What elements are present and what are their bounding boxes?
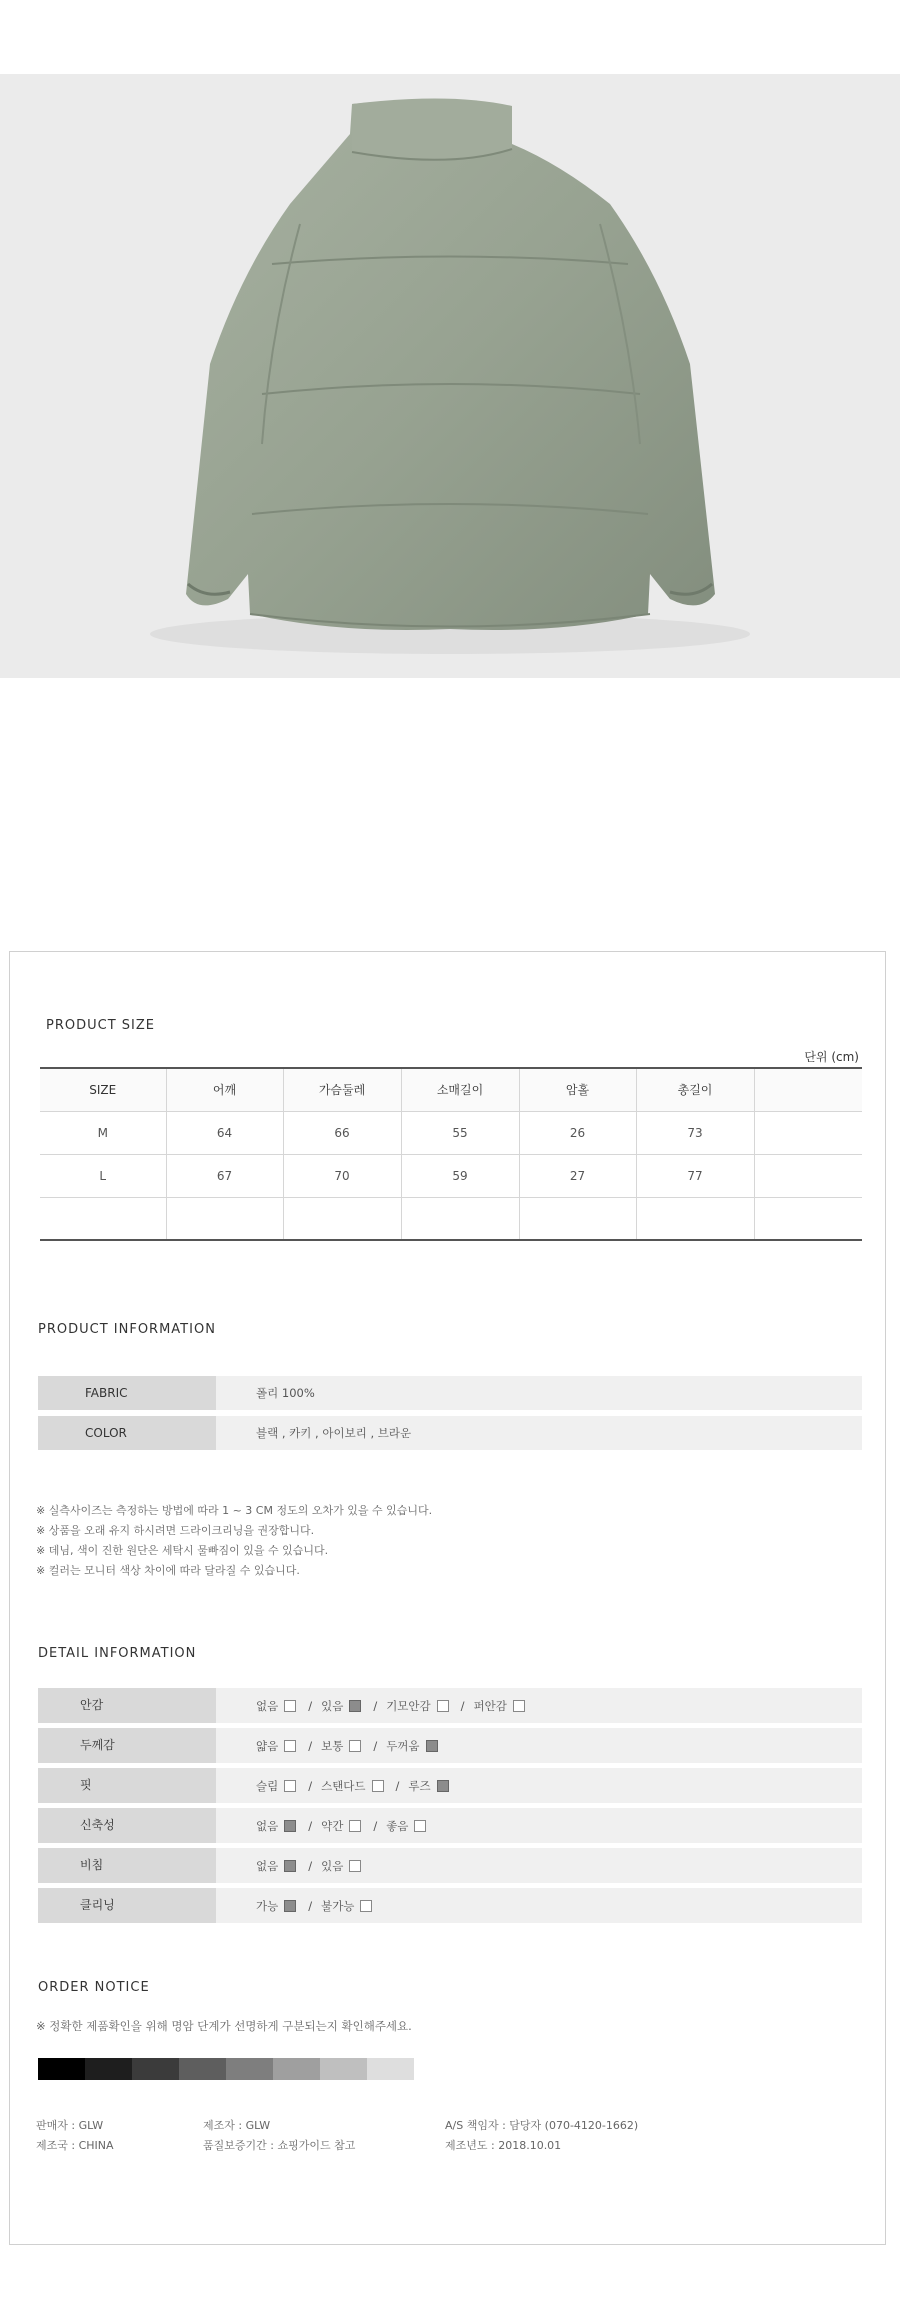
size-cell: 59 xyxy=(401,1154,519,1197)
info-label: COLOR xyxy=(38,1416,216,1450)
detail-option xyxy=(321,1738,361,1754)
size-cell xyxy=(754,1197,862,1240)
detail-option xyxy=(256,1738,296,1754)
size-header-cell: 어깨 xyxy=(166,1068,283,1111)
detail-option xyxy=(408,1778,448,1794)
detail-options xyxy=(256,1768,449,1803)
option-separator: / xyxy=(308,1818,313,1833)
size-cell: 67 xyxy=(166,1154,283,1197)
detail-label: 비침 xyxy=(38,1848,216,1883)
size-header-cell: 소매길이 xyxy=(401,1068,519,1111)
shade-swatch xyxy=(226,2058,273,2080)
size-header-cell: SIZE xyxy=(40,1068,166,1111)
note-line: ※ 실측사이즈는 측정하는 방법에 따라 1 ~ 3 CM 정도의 오차가 있을 수 있습니다. xyxy=(36,1504,433,1517)
product-photo xyxy=(0,74,900,678)
detail-option xyxy=(386,1738,437,1754)
option-separator: / xyxy=(373,1818,378,1833)
detail-option xyxy=(256,1698,296,1714)
care-notes xyxy=(36,1501,432,1581)
detail-option xyxy=(474,1698,525,1714)
option-separator: / xyxy=(308,1698,313,1713)
info-row-color xyxy=(38,1416,862,1450)
detail-options xyxy=(256,1848,361,1883)
shade-swatch xyxy=(179,2058,226,2080)
unchecked-box-icon xyxy=(372,1780,384,1792)
option-separator: / xyxy=(395,1778,400,1793)
size-cell: L xyxy=(40,1154,166,1197)
checked-box-icon xyxy=(426,1740,438,1752)
unchecked-box-icon xyxy=(349,1860,361,1872)
detail-option xyxy=(256,1778,296,1794)
size-cell xyxy=(754,1111,862,1154)
option-label: 없음 xyxy=(256,1818,279,1833)
option-label: 두꺼움 xyxy=(386,1738,420,1753)
option-separator: / xyxy=(373,1698,378,1713)
table-row xyxy=(40,1197,862,1240)
shade-swatches xyxy=(38,2058,414,2080)
option-label: 퍼안감 xyxy=(473,1698,507,1713)
size-cell: M xyxy=(40,1111,166,1154)
size-header-cell xyxy=(754,1068,862,1111)
size-cell xyxy=(283,1197,401,1240)
size-cell: 70 xyxy=(283,1154,401,1197)
detail-option xyxy=(321,1898,372,1914)
as-contact-text: A/S 책임자 : 담당자 (070-4120-1662) xyxy=(445,2119,639,2132)
size-table xyxy=(40,1067,862,1241)
detail-label: 두께감 xyxy=(38,1728,216,1763)
shade-swatch xyxy=(38,2058,85,2080)
detail-label: 안감 xyxy=(38,1688,216,1723)
note-line: ※ 상품을 오래 유지 하시려면 드라이크리닝을 권장합니다. xyxy=(36,1524,315,1537)
detail-label: 클리닝 xyxy=(38,1888,216,1923)
unchecked-box-icon xyxy=(284,1700,296,1712)
product-info-box xyxy=(9,951,886,2245)
detail-information-title: DETAIL INFORMATION xyxy=(38,1646,197,1661)
unchecked-box-icon xyxy=(513,1700,525,1712)
detail-row xyxy=(38,1808,862,1843)
unchecked-box-icon xyxy=(349,1740,361,1752)
size-cell: 27 xyxy=(519,1154,636,1197)
size-cell: 73 xyxy=(636,1111,754,1154)
option-separator: / xyxy=(308,1778,313,1793)
unchecked-box-icon xyxy=(360,1900,372,1912)
order-notice-text: ※ 정확한 제품확인을 위해 명암 단계가 선명하게 구분되는지 확인해주세요. xyxy=(36,2019,412,2033)
detail-label: 신축성 xyxy=(38,1808,216,1843)
detail-option xyxy=(256,1818,296,1834)
detail-options xyxy=(256,1688,525,1723)
detail-option xyxy=(386,1698,448,1714)
detail-option xyxy=(256,1858,296,1874)
detail-option xyxy=(321,1778,383,1794)
info-value: 블랙 , 카키 , 아이보리 , 브라운 xyxy=(256,1426,412,1440)
option-label: 좋음 xyxy=(386,1818,409,1833)
shade-swatch xyxy=(85,2058,132,2080)
seller-text: 판매자 : GLW xyxy=(36,2119,104,2132)
option-label: 슬림 xyxy=(256,1778,279,1793)
shade-swatch xyxy=(132,2058,179,2080)
option-separator: / xyxy=(308,1738,313,1753)
unchecked-box-icon xyxy=(414,1820,426,1832)
size-cell: 64 xyxy=(166,1111,283,1154)
option-label: 없음 xyxy=(256,1858,279,1873)
unchecked-box-icon xyxy=(349,1820,361,1832)
checked-box-icon xyxy=(349,1700,361,1712)
detail-row xyxy=(38,1688,862,1723)
product-information-title: PRODUCT INFORMATION xyxy=(38,1322,216,1337)
option-label: 불가능 xyxy=(321,1898,355,1913)
option-label: 얇음 xyxy=(256,1738,279,1753)
info-row-fabric xyxy=(38,1376,862,1410)
option-label: 스탠다드 xyxy=(321,1778,366,1793)
option-label: 가능 xyxy=(256,1898,279,1913)
product-size-title: PRODUCT SIZE xyxy=(46,1018,155,1033)
order-notice-title: ORDER NOTICE xyxy=(38,1980,150,1995)
option-separator: / xyxy=(308,1898,313,1913)
shade-swatch xyxy=(320,2058,367,2080)
detail-option xyxy=(321,1818,361,1834)
size-cell xyxy=(519,1197,636,1240)
manufacturer-text: 제조자 : GLW xyxy=(203,2119,271,2132)
size-cell: 26 xyxy=(519,1111,636,1154)
size-cell: 66 xyxy=(283,1111,401,1154)
detail-row xyxy=(38,1848,862,1883)
country-text: 제조국 : CHINA xyxy=(36,2139,114,2152)
shade-swatch xyxy=(367,2058,414,2080)
made-date-text: 제조년도 : 2018.10.01 xyxy=(445,2139,562,2152)
note-line: ※ 데님, 색이 진한 원단은 세탁시 물빠짐이 있을 수 있습니다. xyxy=(36,1544,329,1557)
detail-option xyxy=(386,1818,426,1834)
checked-box-icon xyxy=(437,1780,449,1792)
option-label: 있음 xyxy=(321,1698,344,1713)
option-separator: / xyxy=(308,1858,313,1873)
size-cell: 55 xyxy=(401,1111,519,1154)
size-header-cell: 총길이 xyxy=(636,1068,754,1111)
detail-options xyxy=(256,1888,372,1923)
option-separator: / xyxy=(373,1738,378,1753)
jacket-image xyxy=(0,74,900,678)
size-cell xyxy=(636,1197,754,1240)
size-table-header xyxy=(40,1068,862,1111)
unchecked-box-icon xyxy=(284,1780,296,1792)
option-label: 루즈 xyxy=(408,1778,431,1793)
size-cell xyxy=(40,1197,166,1240)
size-unit: 단위 (cm) xyxy=(804,1050,859,1064)
checked-box-icon xyxy=(284,1900,296,1912)
checked-box-icon xyxy=(284,1820,296,1832)
option-label: 기모안감 xyxy=(386,1698,431,1713)
shade-swatch xyxy=(273,2058,320,2080)
checked-box-icon xyxy=(284,1860,296,1872)
detail-row xyxy=(38,1728,862,1763)
option-label: 있음 xyxy=(321,1858,344,1873)
option-label: 약간 xyxy=(321,1818,344,1833)
detail-row xyxy=(38,1888,862,1923)
size-header-cell: 가슴둘레 xyxy=(283,1068,401,1111)
size-cell: 77 xyxy=(636,1154,754,1197)
detail-option xyxy=(321,1858,361,1874)
size-header-cell: 암홀 xyxy=(519,1068,636,1111)
option-separator: / xyxy=(460,1698,465,1713)
detail-option xyxy=(321,1698,361,1714)
info-value: 폴리 100% xyxy=(256,1386,315,1400)
note-line: ※ 컬러는 모니터 색상 차이에 따라 달라질 수 있습니다. xyxy=(36,1564,300,1577)
detail-row xyxy=(38,1768,862,1803)
option-label: 없음 xyxy=(256,1698,279,1713)
size-cell xyxy=(401,1197,519,1240)
detail-options xyxy=(256,1728,438,1763)
table-row xyxy=(40,1154,862,1197)
detail-options xyxy=(256,1808,426,1843)
info-label: FABRIC xyxy=(38,1376,216,1410)
unchecked-box-icon xyxy=(284,1740,296,1752)
warranty-text: 품질보증기간 : 쇼핑가이드 참고 xyxy=(203,2139,356,2152)
detail-option xyxy=(256,1898,296,1914)
detail-label: 핏 xyxy=(38,1768,216,1803)
option-label: 보통 xyxy=(321,1738,344,1753)
table-row xyxy=(40,1111,862,1154)
size-cell xyxy=(754,1154,862,1197)
size-cell xyxy=(166,1197,283,1240)
unchecked-box-icon xyxy=(437,1700,449,1712)
